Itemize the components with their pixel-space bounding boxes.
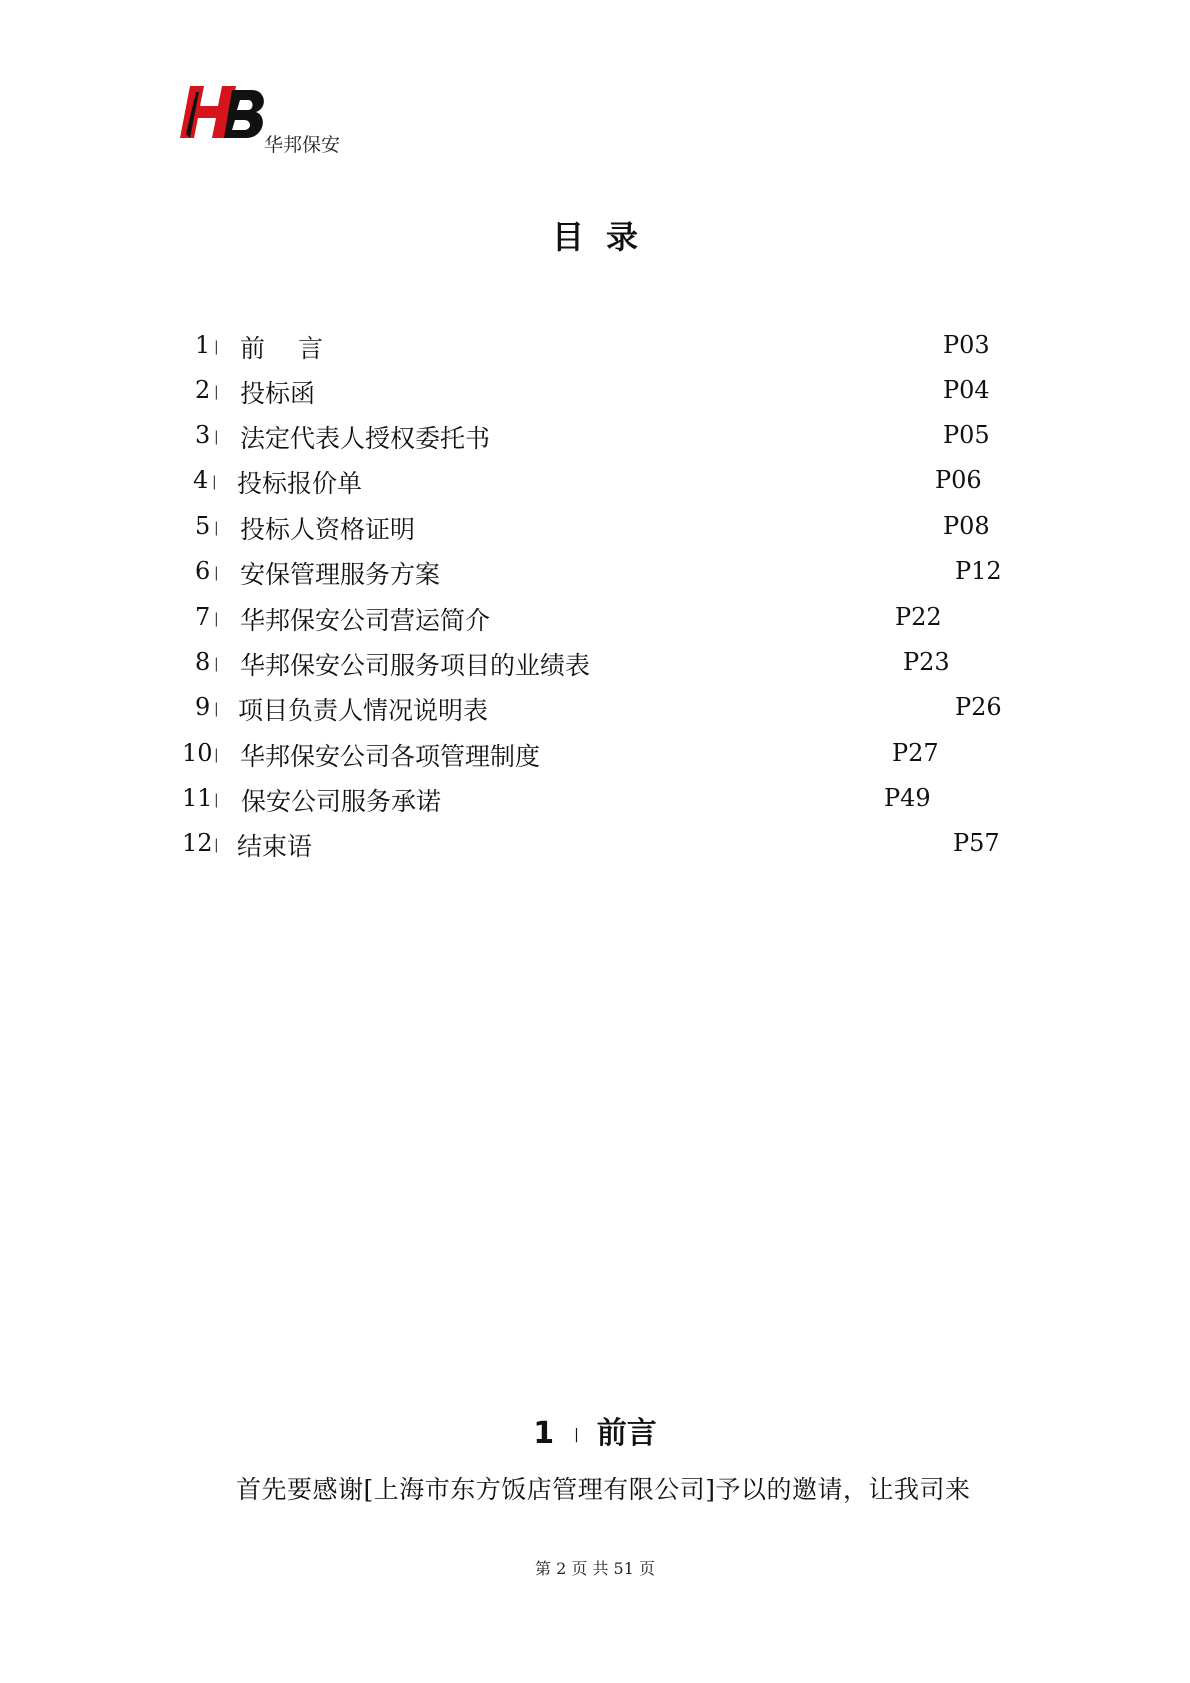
toc-entry-separator: | — [214, 520, 219, 536]
toc-entry-separator: | — [214, 837, 219, 853]
toc-entry-label: 投标人资格证明 — [240, 515, 416, 544]
toc-entry — [0, 555, 1190, 589]
body-paragraph: 首先要感谢[上海市东方饭店管理有限公司]予以的邀请，让我司来 — [236, 1475, 971, 1504]
toc-entry — [0, 329, 1190, 363]
toc-title: 目录 — [551, 218, 660, 256]
toc-entry — [0, 782, 1190, 816]
toc-entry-number: 5 — [195, 512, 211, 540]
toc-entry-number: 2 — [195, 376, 211, 404]
toc-entry-number: 8 — [195, 648, 211, 676]
toc-entry-label: 项目负责人情况说明表 — [238, 696, 489, 725]
toc-entry-page: P22 — [895, 603, 942, 631]
toc-entry-label: 投标报价单 — [237, 469, 363, 498]
toc-entry-label: 结束语 — [237, 832, 313, 861]
toc-entry-page: P26 — [955, 693, 1002, 721]
toc-entry-number: 7 — [195, 603, 211, 631]
toc-entry-number: 6 — [195, 557, 211, 585]
toc-entry-separator: | — [214, 656, 219, 672]
toc-entry-number: 11 — [182, 784, 213, 812]
toc-entry-page: P23 — [903, 648, 950, 676]
toc-entry-label: 法定代表人授权委托书 — [240, 424, 491, 453]
toc-entry-number: 9 — [195, 693, 211, 721]
toc-entry-page: P12 — [955, 557, 1002, 585]
toc-entry-number: 10 — [182, 739, 213, 767]
toc-entry-page: P03 — [943, 331, 990, 359]
toc-entry-separator: | — [214, 339, 219, 355]
toc-entry-page: P06 — [935, 466, 982, 494]
toc-entry-page: P49 — [884, 784, 931, 812]
toc-entry-number: 4 — [193, 466, 209, 494]
toc-entry — [0, 601, 1190, 635]
toc-entry-label: 投标函 — [240, 379, 316, 408]
toc-entry-number: 1 — [195, 331, 211, 359]
toc-entry-number: 12 — [182, 829, 213, 857]
page-footer: 第 2 页 共 51 页 — [535, 1559, 655, 1578]
toc-entry — [0, 419, 1190, 453]
toc-entry-page: P05 — [943, 421, 990, 449]
toc-entry — [0, 374, 1190, 408]
toc-entry-label: 保安公司服务承诺 — [241, 787, 442, 816]
section-heading — [0, 1408, 1190, 1452]
toc-entry-separator: | — [214, 565, 219, 581]
toc-entry-separator: | — [214, 384, 219, 400]
toc-entry — [0, 646, 1190, 680]
toc-entry-separator: | — [214, 792, 219, 808]
toc-entry-page: P08 — [943, 512, 990, 540]
toc-entry-separator: | — [212, 474, 217, 490]
toc-entry-number: 3 — [195, 421, 211, 449]
toc-entry-label: 前 言 — [240, 334, 323, 363]
toc-entry-separator: | — [214, 701, 219, 717]
toc-entry — [0, 827, 1190, 861]
toc-entry-label: 华邦保安公司各项管理制度 — [240, 742, 541, 771]
toc-entry-label: 华邦保安公司营运简介 — [240, 606, 491, 635]
toc-entry-separator: | — [214, 429, 219, 445]
toc-entry-label: 安保管理服务方案 — [240, 560, 441, 589]
toc-entry — [0, 464, 1190, 498]
company-logo — [180, 82, 370, 156]
toc-entry-label: 华邦保安公司服务项目的业绩表 — [240, 651, 591, 680]
company-name: 华邦保安 — [264, 134, 341, 156]
toc-entry-page: P27 — [892, 739, 939, 767]
toc-entry-page: P57 — [953, 829, 1000, 857]
section-separator: | — [574, 1426, 579, 1443]
toc-entry-page: P04 — [943, 376, 990, 404]
toc-entry — [0, 737, 1190, 771]
hb-logo-mark — [180, 82, 270, 144]
section-number: 1 — [533, 1416, 555, 1451]
toc-entry-separator: | — [214, 747, 219, 763]
toc-entry — [0, 510, 1190, 544]
toc-entry — [0, 691, 1190, 725]
toc-entry-separator: | — [214, 611, 219, 627]
section-title: 前言 — [596, 1416, 657, 1451]
